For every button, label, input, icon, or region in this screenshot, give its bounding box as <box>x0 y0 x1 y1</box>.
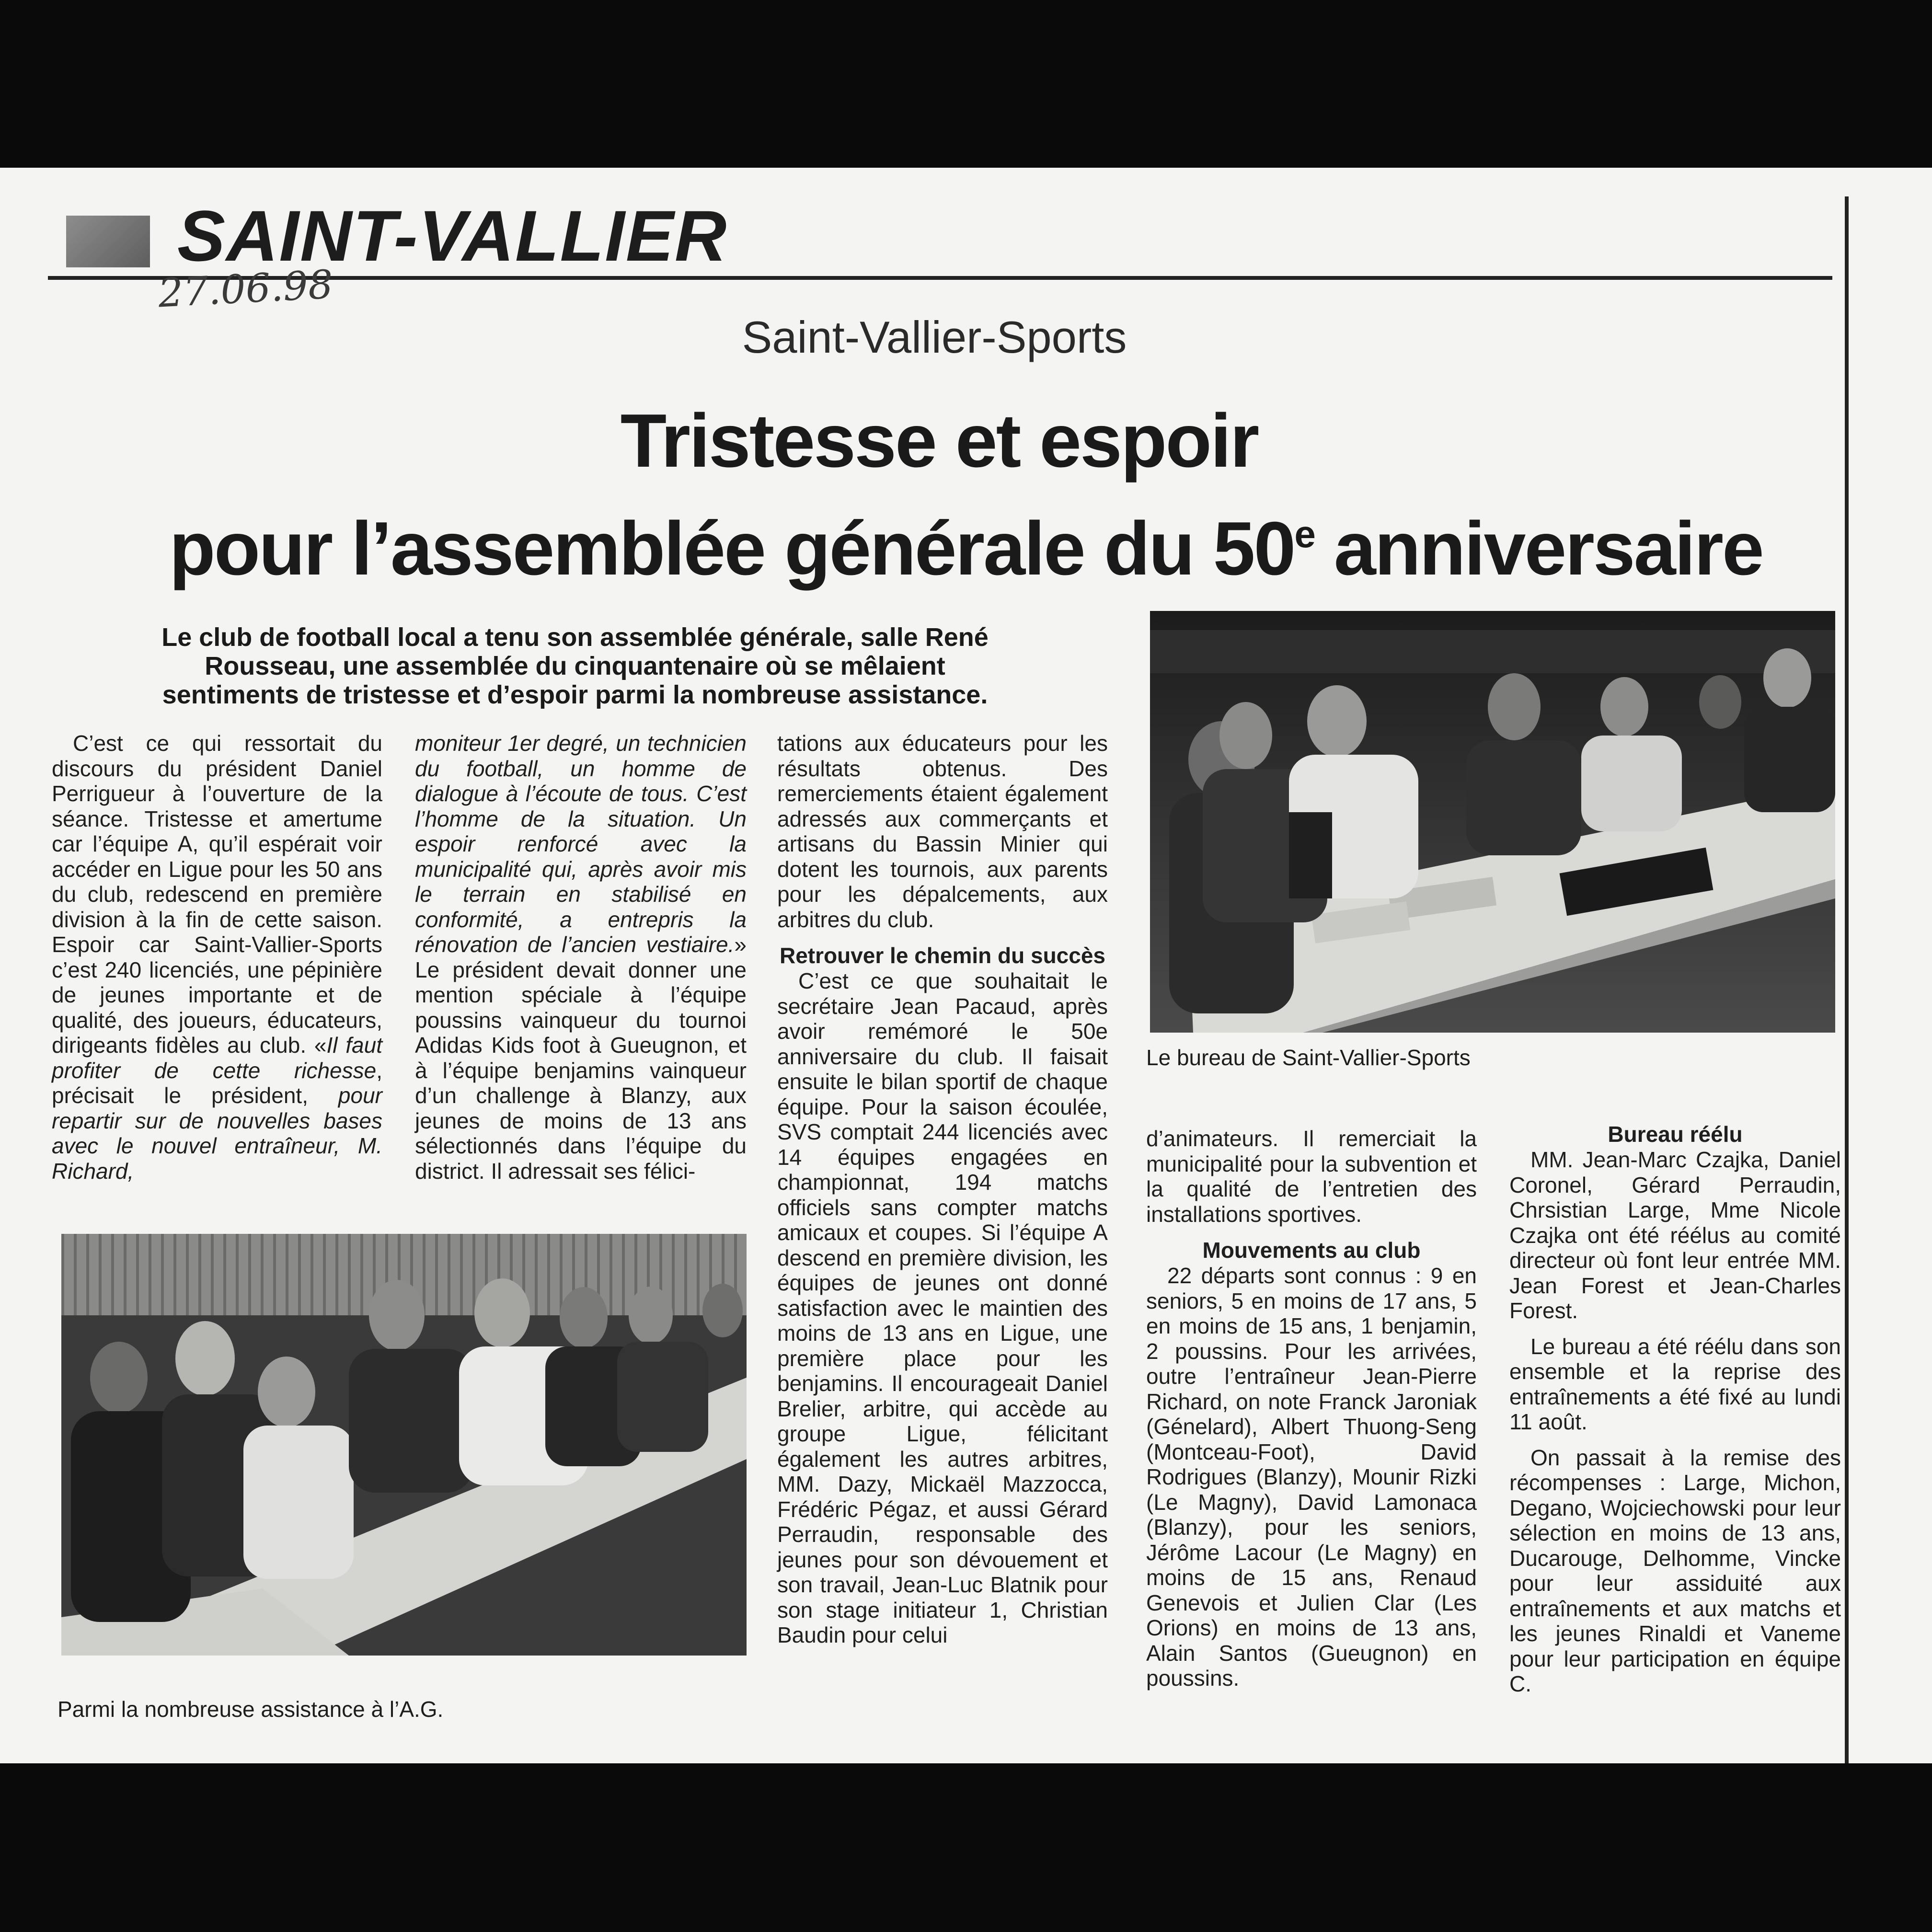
paragraph: C’est ce que souhaitait le secrétaire Jean Pacaud, après avoir remémoré le 50e anniversaire du club. Il faisait ensuite le bilan sportif de chaque équipe. Pour la saison écoulée, SVS comptait 244 licenciés avec 14 équipes engagées en championnat, 194 matchs officiels sans compter matchs amicaux et coupes. Si l’équipe A descend en première division, les équipes de jeunes ont donné satisfaction avec le maintien des moins de 13 ans en Ligue, une première place pour les benjamins. Il encourageait Daniel Brelier, arbitre, qui accède au groupe Ligue, félicitant également les autres arbitres, MM. Dazy, Mickaël Mazzocca, Frédéric Pégaz, et aussi Gérard Perraudin, responsable des jeunes pour son dévouement et son travail, Jean-Luc Blatnik pour son stage initiateur 1, Christian Baudin pour celui <box>777 968 1108 1647</box>
headline-line-1: Tristesse et espoir <box>620 399 1258 483</box>
article-lead: Le club de football local a tenu son assemblée générale, salle René Rousseau, une assemblée du cinquantenaire où se mêlaient sentiments de tristesse et d’espoir parmi la nombreuse assistance. <box>161 623 989 709</box>
headline-line-2-superscript: e <box>1294 513 1314 555</box>
photo-bureau <box>1150 611 1835 1033</box>
article-column-4 <box>1146 1126 1477 1691</box>
photo-assistance-caption: Parmi la nombreuse assistance à l’A.G. <box>58 1697 444 1722</box>
subheading-mouvements: Mouvements au club <box>1202 1238 1421 1263</box>
quote-text: moniteur 1er degré, un technicien du football, un homme de dialogue à l’écoute de tous. C’est l’homme de la situation. Un espoir renforcé avec la municipalité qui, après avoir mis le terrain en stabilisé en conformité, a entrepris la rénovation de l’ancien vestiaire. <box>415 731 747 957</box>
article-column-2 <box>415 731 747 1184</box>
headline-line-2-part-1: pour l’assemblée générale du 50 <box>169 506 1295 591</box>
paragraph: 22 départs sont connus : 9 en seniors, 5 en moins de 17 ans, 5 en moins de 15 ans, 1 benjamin, 2 poussins. Pour les arrivées, outre l’entraîneur Jean-Pierre Richard, on note Franck Jaroniak (Génelard), Albert Thuong-Seng (Montceau-Foot), David Rodrigues (Blanzy), Mounir Rizki (Le Magny), David Lamonaca (Blanzy), pour les seniors, Jérôme Lacour (Le Magny) en moins de 15 ans, Renaud Genevois et Julien Clar (Les Orions) en moins de 13 ans, Alain Santos (Gueugnon) en poussins. <box>1146 1263 1477 1690</box>
article-column-3 <box>777 731 1108 1648</box>
section-title: SAINT-VALLIER <box>177 196 728 276</box>
photo-bureau-image <box>1150 611 1835 1033</box>
paragraph: MM. Jean-Marc Czajka, Daniel Coronel, Gérard Perraudin, Chrsistian Large, Mme Nicole Czajka ont été réélus au comité directeur où font leur entrée MM. Jean Forest et Jean-Charles Forest. <box>1509 1147 1841 1323</box>
paragraph <box>415 731 747 1184</box>
photo-bureau-caption: Le bureau de Saint-Vallier-Sports <box>1146 1045 1471 1070</box>
paragraph: tations aux éducateurs pour les résultats obtenus. Des remerciements étaient également adressés aux commerçants et artisans du Bassin Minier qui dotent les tournois, aux parents pour les dépalcements, aux arbitres du club. <box>777 731 1108 932</box>
photo-assistance-image <box>61 1234 747 1656</box>
paragraph-text: , précisait le président, <box>52 1058 382 1108</box>
article-column-5 <box>1509 1121 1841 1697</box>
paragraph: On passait à la remise des récompenses : Large, Michon, Degano, Wojciechowski pour leur sélection en moins de 13 ans, Ducarouge, Delhomme, Vincke pour leur assiduité aux entraînements et aux matchs et les jeunes Rinaldi et Vaneme pour leur participation en équipe C. <box>1509 1445 1841 1696</box>
quote-text: Il faut profiter de cette richesse <box>52 1033 382 1083</box>
headline-line-2-part-2: anniversaire <box>1314 506 1763 591</box>
paragraph <box>52 731 382 1184</box>
subheading-bureau: Bureau réélu <box>1608 1122 1743 1147</box>
article-kicker: Saint-Vallier-Sports <box>742 312 1127 362</box>
newspaper-clipping <box>0 168 1932 1763</box>
photo-assistance <box>61 1234 747 1656</box>
section-marker-block <box>66 216 150 267</box>
quote-text: pour repartir sur de nouvelles bases avec le nouvel entraîneur, M. Richard, <box>52 1083 382 1184</box>
subheading-retrouver: Retrouver le chemin du succès <box>779 943 1106 968</box>
article-column-1 <box>52 731 382 1184</box>
headline-line-2 <box>0 506 1932 592</box>
paragraph: d’animateurs. Il remerciait la municipalité pour la subvention et la qualité de l’entretien des installations sportives. <box>1146 1126 1477 1227</box>
paragraph-text: » Le président devait donner une mention spéciale à l’équipe poussins vainqueur du tournoi Adidas Kids foot à Gueugnon, et à l’équipe benjamins vainqueur d’un challenge à Blanzy, aux jeunes de moins de 13 ans sélectionnés dans l’équipe du district. Il adressait ses félici- <box>415 932 747 1184</box>
paragraph-text: C’est ce qui ressortait du discours du président Daniel Perrigueur à l’ouverture de la séance. Tristesse et amertume car l’équipe A, qu’il espérait voir accéder en Ligue pour les 50 ans du club, redescend en première division à la fin de cette saison. Espoir car Saint-Vallier-Sports c’est 240 licenciés, une pépinière de jeunes importante et de qualité, des joueurs, éducateurs, dirigeants fidèles au club. « <box>52 731 382 1058</box>
paragraph: Le bureau a été réélu dans son ensemble et la reprise des entraînements a été fixé au lundi 11 août. <box>1509 1334 1841 1434</box>
handwritten-date: 27.06.98 <box>157 262 334 317</box>
